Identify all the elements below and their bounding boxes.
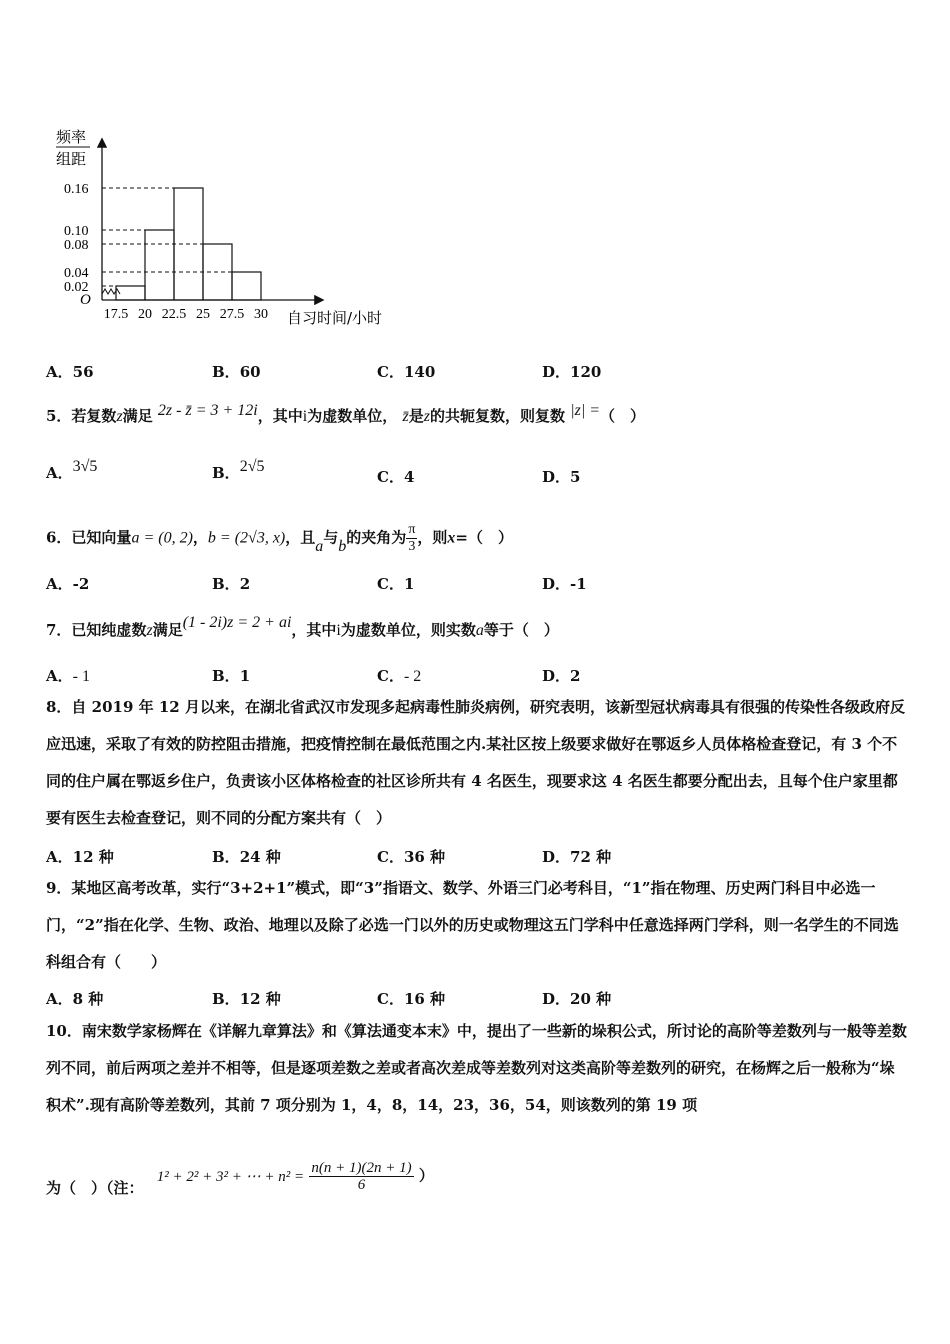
q7-text-1: 7．已知纯虚数 <box>46 621 147 639</box>
q5-option-b <box>212 458 265 483</box>
q5-option-c-value: 4 <box>403 468 415 486</box>
q8-option-a-label: A． <box>46 848 73 866</box>
q10-formula-fraction <box>309 1160 413 1193</box>
q10-fraction-denominator: 6 <box>357 1177 366 1193</box>
q6-text-1: 6．已知向量 <box>46 528 132 547</box>
q6-option-d-value: -1 <box>570 575 587 593</box>
y-tick-label-2: 0.10 <box>64 224 89 239</box>
q5-text-5: 是 <box>408 407 424 425</box>
q4-option-d-label: D． <box>542 363 571 381</box>
q10-tail <box>46 1160 434 1197</box>
q7-text-5: 等于（ ） <box>483 621 559 639</box>
q6-option-a-value: -2 <box>72 575 90 593</box>
q7-var-z: z <box>146 622 153 639</box>
q6-angle-fraction <box>406 522 417 555</box>
q9-option-c <box>377 988 445 1009</box>
q9-stem: 9．某地区高考改革，实行“3+2+1”模式，即“3”指语文、数学、外语三门必考科目，“1”指在物理、历史两门科目中必选一门，“2”指在化学、生物、政治、地理以及除了必选一门以外的历史或物理这五门学科中任意选择两门学科，则一名学生的不同选科组合有（ ） <box>46 879 899 971</box>
q8-option-d <box>542 846 611 867</box>
q6-angle-numerator: π <box>408 522 416 537</box>
q5-option-b-label: B． <box>212 464 240 482</box>
q7-option-d-label: D． <box>542 667 571 685</box>
q7-option-c-label: C． <box>377 667 404 685</box>
y-tick-label-1: 0.16 <box>64 182 89 197</box>
y-tick-label-3: 0.08 <box>64 238 89 253</box>
x-axis-label: 自习时间/小时 <box>287 309 383 327</box>
q6-angle-denominator: 3 <box>408 539 416 554</box>
q4-option-d-value: 120 <box>570 363 602 381</box>
q6-option-b-value: 2 <box>239 575 251 593</box>
q5-var-z: z <box>116 408 123 425</box>
origin-label: O <box>80 292 91 308</box>
q6-var-x: x <box>447 529 456 547</box>
q4-option-b-label: B． <box>212 363 240 381</box>
q4-option-c-value: 140 <box>403 363 436 381</box>
q9-option-b-label: B． <box>212 990 240 1008</box>
q7-option-b-label: B． <box>212 667 240 685</box>
q9-option-a-value: 8 种 <box>72 990 104 1008</box>
q6-option-c-value: 1 <box>403 575 415 593</box>
q7-option-c-value: - 2 <box>403 668 422 685</box>
x-tick-label-6: 30 <box>254 307 268 322</box>
q4-option-c-label: C． <box>377 363 404 381</box>
q4-option-b <box>212 361 261 382</box>
q7-option-c <box>377 665 421 686</box>
q6-option-a-label: A． <box>46 575 73 593</box>
q9-option-b-value: 12 种 <box>239 990 281 1008</box>
q9-option-a <box>46 988 103 1009</box>
q4-option-c <box>377 361 435 382</box>
y-tick-label-4: 0.04 <box>64 266 89 281</box>
q7-stem <box>46 614 559 640</box>
q4-option-d <box>542 361 601 382</box>
q8-option-b-value: 24 种 <box>239 848 281 866</box>
q5-option-b-value: 2√5 <box>239 458 265 475</box>
q9-option-d-label: D． <box>542 990 571 1008</box>
q10-tail-text-1: 为（ ）（注： <box>46 1178 144 1197</box>
q8-option-d-value: 72 种 <box>570 848 612 866</box>
q7-option-b-value: 1 <box>239 667 251 685</box>
q6-var-a: a <box>315 537 324 555</box>
q8-option-a-value: 12 种 <box>72 848 114 866</box>
q9-option-d <box>542 988 611 1009</box>
q5-option-d-label: D． <box>542 468 571 486</box>
q6-option-d-label: D． <box>542 575 571 593</box>
q9-option-c-value: 16 种 <box>403 990 446 1008</box>
q5-var-z-2: z <box>423 408 430 425</box>
q6-option-a <box>46 573 89 594</box>
q9-option-a-label: A． <box>46 990 73 1008</box>
q7-text-2: 满足 <box>152 621 183 639</box>
histogram-bar-1 <box>116 286 145 300</box>
q5-option-c-label: C． <box>377 468 404 486</box>
q6-option-b-label: B． <box>212 575 240 593</box>
q10-tail-text-2: ） <box>418 1166 434 1185</box>
y-label-bottom: 组距 <box>56 150 87 168</box>
q8-option-c <box>377 846 445 867</box>
q5-option-d <box>542 466 580 487</box>
q8-stem: 8．自 2019 年 12 月以来，在湖北省武汉市发现多起病毒性肺炎病例，研究表明，该新型冠状病毒具有很强的传染性各级政府反应迅速，采取了有效的防控阻击措施，把疫情控制在最低范围之内.某社区按上级要求做好在鄂返乡人员体格检查登记，有 3 个不同的住户属在鄂返乡住户，负责该小区体格检查的社区诊所共有 4 名医生，现要求这 4 名医生都要分配出去，且每个住户家里都要有医生去检查登记，则不同的分配方案共有（ ） <box>46 698 905 827</box>
q5-option-a <box>46 458 98 483</box>
q6-text-2: ，且 <box>285 528 316 547</box>
q8-option-c-value: 36 种 <box>403 848 446 866</box>
q6-text-3: 与 <box>323 528 339 547</box>
q6-vector-a: a = (0, 2) <box>131 529 193 547</box>
q7-option-d-value: 2 <box>570 667 581 685</box>
x-tick-label-2: 20 <box>138 307 152 322</box>
q6-option-c <box>377 573 414 594</box>
q6-option-c-label: C． <box>377 575 404 593</box>
q5-text-7: （ ） <box>600 407 646 425</box>
q6-option-d <box>542 573 587 594</box>
q6-var-b: b <box>338 537 347 555</box>
q4-option-a-value: 56 <box>72 363 94 381</box>
q6-option-b <box>212 573 250 594</box>
histogram-bar-5 <box>232 272 261 300</box>
q7-option-a-value: - 1 <box>72 668 90 685</box>
q7-option-d <box>542 665 580 686</box>
q10-stem: 10．南宋数学家杨辉在《详解九章算法》和《算法通变本末》中，提出了一些新的垛积公式，所讨论的高阶等差数列与一般等差数列不同，前后两项之差并不相等，但是逐项差数之差或者高次差成等差数列对这类高阶等差数列的研究，在杨辉之后一般称为“垛积术”.现有高阶等差数列，其前 7 项分别为 1，4，8，14，23，36，54，则该数列的第 19 项 <box>46 1022 907 1114</box>
x-tick-label-4: 25 <box>196 307 210 322</box>
q8-option-a <box>46 846 114 867</box>
axis-break-mark <box>102 289 120 294</box>
q5-text-2: 满足 <box>122 407 153 425</box>
q7-option-b <box>212 665 250 686</box>
q8-option-d-label: D． <box>542 848 571 866</box>
q4-option-a-label: A． <box>46 363 73 381</box>
q8-option-b-label: B． <box>212 848 240 866</box>
q10-sum-formula: 1² + 2² + 3² + ⋯ + n² = <box>156 1168 305 1185</box>
q7-text-3: ，其中 <box>291 621 337 639</box>
histogram-bar-2 <box>145 230 174 300</box>
q6-sep: ， <box>192 528 208 547</box>
q8-option-c-label: C． <box>377 848 404 866</box>
x-tick-label-3: 22.5 <box>161 307 187 322</box>
x-tick-label-5: 27.5 <box>219 307 245 322</box>
q5-option-a-label: A． <box>46 464 73 482</box>
q5-stem <box>46 402 646 426</box>
y-label-top: 频率 <box>56 128 87 146</box>
q5-var-zbar: z̄ <box>402 408 409 425</box>
q7-formula: (1 - 2i)z = 2 + ai <box>182 614 292 631</box>
q5-text-1: 5．若复数 <box>46 407 117 425</box>
x-tick-label-1: 17.5 <box>103 307 129 322</box>
q7-var-i: i <box>336 622 341 639</box>
q7-option-a <box>46 665 90 686</box>
q5-abs-z: |z| = <box>570 402 601 419</box>
histogram-chart <box>50 118 410 333</box>
histogram-figure <box>50 118 410 333</box>
q9-option-d-value: 20 种 <box>570 990 612 1008</box>
q5-option-c <box>377 466 414 487</box>
y-tick-label-5: 0.02 <box>64 280 89 295</box>
q10-fraction-numerator: n(n + 1)(2n + 1) <box>311 1160 412 1176</box>
q5-option-a-value: 3√5 <box>72 458 98 475</box>
q4-option-b-value: 60 <box>239 363 261 381</box>
q7-option-a-label: A． <box>46 667 73 685</box>
q9-option-c-label: C． <box>377 990 404 1008</box>
q6-text-5: ，则 <box>417 528 448 547</box>
q7-text-4: 为虚数单位，则实数 <box>340 621 476 639</box>
q7-var-a: a <box>475 622 484 639</box>
q9-option-b <box>212 988 281 1009</box>
q5-text-6: 的共轭复数，则复数 <box>429 407 565 425</box>
q5-option-d-value: 5 <box>570 468 581 486</box>
q6-vector-b: b = (2√3, x) <box>207 529 286 547</box>
q6-text-6: =（ ） <box>455 528 513 547</box>
q5-text-4: 为虚数单位， <box>307 407 398 425</box>
q5-var-i: i <box>302 408 308 425</box>
q5-text-3: ，其中 <box>257 407 303 425</box>
q4-option-a <box>46 361 94 382</box>
q8-option-b <box>212 846 281 867</box>
q6-stem <box>46 522 513 555</box>
q5-formula: 2z - z̄ = 3 + 12i <box>157 402 258 419</box>
q6-text-4: 的夹角为 <box>346 528 407 547</box>
